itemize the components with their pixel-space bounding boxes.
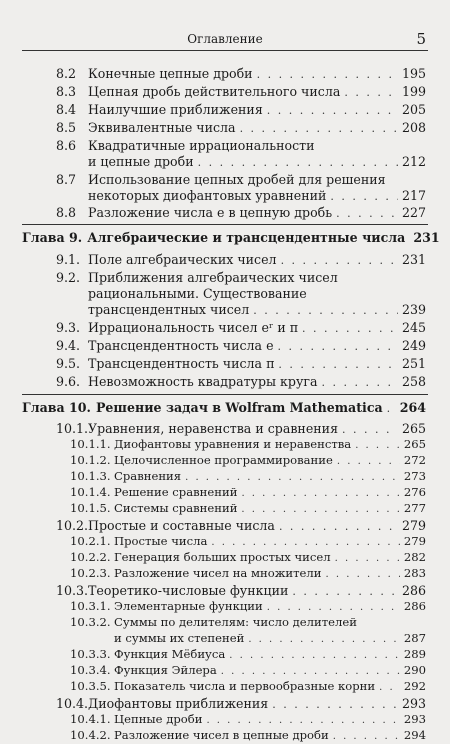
entry-page: 251 (401, 356, 426, 371)
toc-subentry[interactable] (70, 469, 426, 485)
entry-page: 212 (401, 154, 426, 169)
entry-number: 10.3.5. (70, 679, 111, 693)
entry-title: Функция Мёбиуса (114, 647, 226, 661)
leader-dots (240, 121, 398, 136)
entry-number: 10.2. (56, 518, 89, 533)
toc-entry[interactable] (56, 138, 426, 153)
toc-entry[interactable] (56, 102, 426, 118)
leader-dots (267, 103, 398, 118)
entry-number: 10.2.2. (70, 550, 111, 564)
entry-title: Элементарные функции (114, 599, 263, 613)
toc-entry[interactable] (56, 421, 426, 437)
entry-page: 294 (403, 728, 426, 742)
leader-dots (278, 339, 398, 354)
entry-number: 10.4.2. (70, 728, 111, 742)
entry-title: Конечные цепные дроби (88, 66, 253, 81)
entry-page: 276 (403, 485, 426, 499)
leader-dots (248, 632, 400, 647)
entry-title: Целочисленное программирование (114, 453, 333, 467)
entry-title: Диофантовы уравнения и неравенства (114, 437, 352, 451)
entry-page: 286 (401, 583, 426, 598)
entry-title-line2: и суммы их степеней (114, 631, 245, 645)
leader-dots (326, 567, 400, 582)
entry-number: 8.6 (56, 138, 77, 153)
entry-page: 279 (403, 534, 426, 548)
toc-subentry[interactable] (70, 615, 426, 630)
entry-number: 10.3.1. (70, 599, 111, 613)
toc-subentry[interactable] (70, 534, 426, 550)
entry-page: 272 (403, 453, 426, 467)
toc-entry-continuation (70, 631, 426, 647)
entry-page: 239 (401, 302, 426, 317)
leader-dots (281, 253, 398, 268)
entry-title: Невозможность квадратуры круга (88, 374, 318, 389)
entry-number: 9.2. (56, 270, 81, 285)
toc-entry-continuation (56, 188, 426, 204)
entry-page: 199 (401, 84, 426, 99)
toc-subentry[interactable] (70, 663, 426, 679)
toc-subentry[interactable] (70, 679, 426, 695)
leader-dots (185, 470, 400, 485)
entry-number: 10.1.5. (70, 501, 111, 515)
entry-title: Квадратичные иррациональности (88, 138, 315, 153)
entry-title: Сравнения (114, 469, 182, 483)
entry-title: Разложение чисел на множители (114, 566, 322, 580)
entry-number: 10.1.1. (70, 437, 111, 451)
entry-title: Суммы по делителям: число делителей (114, 615, 357, 629)
entry-page: 249 (401, 338, 426, 353)
entry-number: 8.8 (56, 205, 77, 220)
entry-number: 10.2.1. (70, 534, 111, 548)
entry-title: Разложение числа e в цепную дробь (88, 205, 333, 220)
entry-title: Диофантовы приближения (88, 696, 269, 711)
entry-number: 10.1.3. (70, 469, 111, 483)
leader-dots (198, 155, 398, 170)
entry-title: Трансцендентность числа π (88, 356, 275, 371)
entry-page: 289 (403, 647, 426, 661)
chapter-title: Алгебраические и трансцендентные числа (87, 230, 406, 245)
toc-entry-continuation (56, 302, 426, 318)
entry-title: Наилучшие приближения (88, 102, 263, 117)
entry-page: 245 (401, 320, 426, 335)
entry-title: Разложение чисел в цепные дроби (114, 728, 329, 742)
entry-page: 292 (403, 679, 426, 693)
leader-dots (342, 422, 398, 437)
entry-number: 10.2.3. (70, 566, 111, 580)
running-header (22, 30, 428, 51)
entry-page: 208 (401, 120, 426, 135)
entry-page: 217 (401, 188, 426, 203)
leader-dots (211, 535, 400, 550)
chapter-title: Решение задач в Wolfram Mathematica (95, 400, 383, 415)
entry-number: 9.1. (56, 252, 81, 267)
toc-entry[interactable] (56, 205, 426, 221)
entry-title: Уравнения, неравенства и сравнения (88, 421, 339, 436)
leader-dots (322, 375, 398, 390)
entry-number: 10.3.3. (70, 647, 111, 661)
entry-number: 8.4 (56, 102, 77, 117)
chapter-divider (22, 394, 428, 395)
toc-entry[interactable] (56, 120, 426, 136)
entry-title: Эквивалентные числа (88, 120, 236, 135)
toc-entry[interactable] (56, 172, 426, 187)
toc-entry[interactable] (56, 320, 426, 336)
entry-title: Приближения алгебраических чисел (88, 270, 338, 285)
toc-subentry[interactable] (70, 599, 426, 615)
entry-page: 277 (403, 501, 426, 515)
entry-page: 290 (403, 663, 426, 677)
entry-title: Решение сравнений (114, 485, 238, 499)
entry-page: 205 (401, 102, 426, 117)
leader-dots (292, 584, 398, 599)
entry-page: 265 (403, 437, 426, 451)
toc-entry[interactable] (56, 356, 426, 372)
entry-title-line2: некоторых диофантовых уравнений (88, 188, 327, 203)
entry-title: Теоретико-числовые функции (88, 583, 289, 598)
toc-entry[interactable] (56, 374, 426, 390)
entry-number: 8.5 (56, 120, 77, 135)
leader-dots (302, 321, 398, 336)
leader-dots (253, 303, 398, 318)
entry-title-line3: трансцендентных чисел (88, 302, 250, 317)
entry-page: 258 (401, 374, 426, 389)
entry-number: 8.2 (56, 66, 77, 81)
toc-entry[interactable] (56, 338, 426, 354)
entry-number: 10.3. (56, 583, 89, 598)
entry-page: 265 (401, 421, 426, 436)
entry-page: 227 (401, 205, 426, 220)
toc-subentry[interactable] (70, 485, 426, 501)
toc-entry-continuation (56, 154, 426, 170)
entry-number: 10.4. (56, 696, 89, 711)
leader-dots (206, 713, 399, 728)
leader-dots (344, 85, 398, 100)
entry-page: 195 (401, 66, 426, 81)
toc-subentry[interactable] (70, 453, 426, 469)
toc-subentry[interactable] (70, 647, 426, 663)
entry-title: Функция Эйлера (114, 663, 217, 677)
toc-subentry[interactable] (70, 550, 426, 566)
entry-number: 10.1.4. (70, 485, 111, 499)
entry-page: 293 (403, 712, 426, 726)
toc-subentry[interactable] (70, 501, 426, 517)
entry-page: 231 (401, 252, 426, 267)
entry-number: 10.1. (56, 421, 89, 436)
toc-subentry[interactable] (70, 566, 426, 582)
leader-dots (387, 401, 396, 416)
entry-number: 9.5. (56, 356, 81, 371)
entry-title: Цепная дробь действительного числа (88, 84, 341, 99)
entry-page: 283 (403, 566, 426, 580)
chapter-number: Глава 10. (22, 400, 91, 415)
leader-dots (278, 357, 398, 372)
leader-dots (241, 486, 399, 501)
header-title: Оглавление (187, 32, 263, 46)
toc-subentry[interactable] (70, 728, 426, 744)
toc-subentry[interactable] (70, 437, 426, 453)
chapter-page: 231 (413, 230, 440, 245)
leader-dots (336, 206, 398, 221)
header-page-number: 5 (416, 30, 426, 48)
leader-dots (229, 648, 400, 663)
toc-entry[interactable] (56, 66, 426, 82)
toc-entry[interactable] (56, 583, 426, 599)
leader-dots (330, 189, 398, 204)
entry-title: Показатель числа и первообразные корни (114, 679, 376, 693)
entry-number: 10.1.2. (70, 453, 111, 467)
entry-title: Поле алгебраических чисел (88, 252, 277, 267)
leader-dots (257, 67, 398, 82)
leader-dots (355, 438, 400, 453)
entry-number: 10.3.4. (70, 663, 111, 677)
entry-title: Использование цепных дробей для решения (88, 172, 386, 187)
leader-dots (267, 600, 400, 615)
toc-entry[interactable] (56, 518, 426, 534)
leader-dots (379, 680, 400, 695)
entry-title-line2: и цепные дроби (88, 154, 194, 169)
entry-page: 286 (403, 599, 426, 613)
entry-page: 293 (401, 696, 426, 711)
entry-page: 287 (403, 631, 426, 645)
entry-page: 279 (401, 518, 426, 533)
entry-title: Цепные дроби (114, 712, 203, 726)
entry-number: 9.6. (56, 374, 81, 389)
leader-dots (279, 519, 398, 534)
entry-number: 9.3. (56, 320, 81, 335)
entry-number: 8.7 (56, 172, 77, 187)
toc-entry[interactable] (56, 252, 426, 268)
leader-dots (337, 454, 400, 469)
entry-title: Генерация больших простых чисел (114, 550, 331, 564)
entry-number: 10.3.2. (70, 615, 111, 629)
entry-number: 8.3 (56, 84, 77, 99)
entry-title: Простые числа (114, 534, 208, 548)
entry-title: Системы сравнений (114, 501, 238, 515)
entry-number: 10.4.1. (70, 712, 111, 726)
entry-page: 282 (403, 550, 426, 564)
toc-entry[interactable] (56, 270, 426, 285)
entry-number: 9.4. (56, 338, 81, 353)
chapter-page: 264 (399, 400, 426, 415)
leader-dots (333, 729, 400, 744)
entry-title: Иррациональность чисел eʳ и π (88, 320, 299, 335)
toc-chapter-9[interactable] (22, 230, 440, 246)
leader-dots (221, 664, 400, 679)
leader-dots (241, 502, 399, 517)
toc-entry[interactable] (56, 84, 426, 100)
chapter-divider (22, 224, 428, 225)
entry-title: Трансцендентность числа e (88, 338, 274, 353)
entry-page: 273 (403, 469, 426, 483)
entry-title: Простые и составные числа (88, 518, 275, 533)
entry-title-line2: рациональными. Существование (88, 286, 307, 301)
toc-entry-continuation (56, 286, 426, 301)
toc-subentry[interactable] (70, 712, 426, 728)
toc-chapter-10[interactable] (22, 400, 426, 416)
leader-dots (335, 551, 400, 566)
chapter-number: Глава 9. (22, 230, 83, 245)
